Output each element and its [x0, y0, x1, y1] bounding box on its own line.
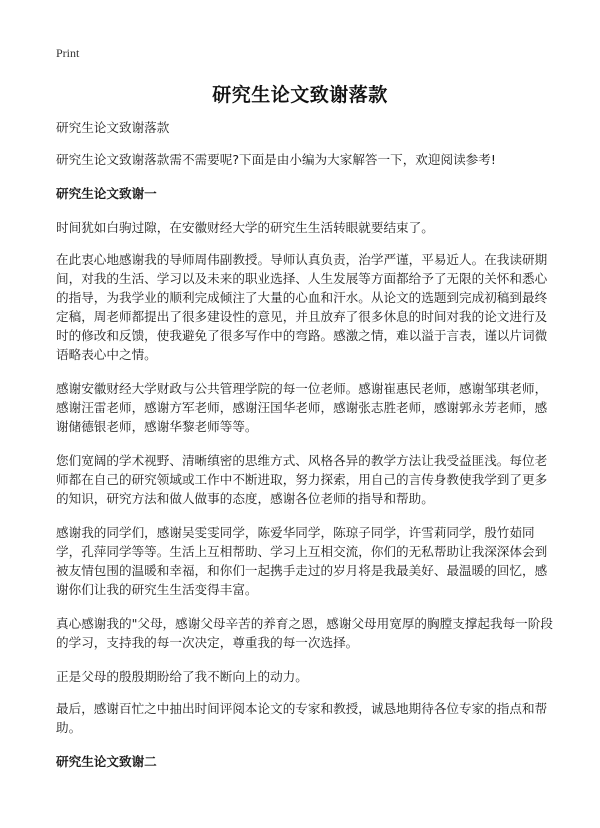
paragraph: 感谢我的同学们，感谢吴雯雯同学，陈爱华同学，陈琼子同学，许雪莉同学，殷竹茹同学，孔萍同学等等。生活上互相帮助、学习上互相交流，你们的无私帮助让我深深体会到被友情包围的温暖和幸福，和你们一起携手走过的岁月将是我最美好、最温暖的回忆，感谢你们让我的研究生生活变得丰富。 [56, 525, 548, 597]
section-heading-1: 研究生论文致谢一 [56, 186, 157, 201]
document-body [56, 118, 556, 786]
subtitle: 研究生论文致谢落款 [56, 120, 170, 135]
section-heading-2: 研究生论文致谢二 [56, 754, 157, 769]
paragraph: 正是父母的殷殷期盼给了我不断向上的动力。 [56, 669, 308, 684]
paragraph: 在此衷心地感谢我的导师周伟副教授。导师认真负责，治学严谨，平易近人。在我读研期间，对我的生活、学习以及未来的职业选择、人生发展等方面都给予了无限的关怀和悉心的指导，为我学业的顺利完成倾注了大量的心血和汗水。从论文的选题到完成初稿到最终定稿，周老师都提出了很多建设性的意见，并且放弃了很多休息的时间对我的论文进行及时的修改和反馈，使我避免了很多写作中的弯路。感激之情，难以溢于言表，谨以片词微语略表心中之情。 [56, 252, 548, 362]
print-label[interactable]: Print [56, 46, 80, 60]
paragraph: 时间犹如白驹过隙，在安徽财经大学的研究生生活转眼就要结束了。 [56, 220, 434, 235]
page-title: 研究生论文致谢落款 [212, 84, 388, 106]
paragraph: 最后，感谢百忙之中抽出时间评阅本论文的专家和教授，诚恳地期待各位专家的指点和帮助。 [56, 701, 548, 735]
intro-paragraph: 研究生论文致谢落款需不需要呢?下面是由小编为大家解答一下，欢迎阅读参考! [56, 152, 496, 167]
paragraph: 您们宽阔的学术视野、清晰缜密的思维方式、风格各异的教学方法让我受益匪浅。每位老师都在自己的研究领域或工作中不断进取，努力探索，用自己的言传身教使我学到了更多的知识，研究方法和做人做事的态度，感谢各位老师的指导和帮助。 [56, 453, 548, 506]
paragraph: 感谢安徽财经大学财政与公共管理学院的每一位老师。感谢崔惠民老师，感谢邹琪老师，感谢汪雷老师，感谢方军老师，感谢汪国华老师，感谢张志胜老师，感谢郭永芳老师，感谢储德银老师，感谢华黎老师等等。 [56, 381, 548, 434]
paragraph: 真心感谢我的"父母，感谢父母辛苦的养育之恩，感谢父母用宽厚的胸膛支撑起我每一阶段的学习，支持我的每一次决定，尊重我的每一次选择。 [56, 616, 553, 650]
